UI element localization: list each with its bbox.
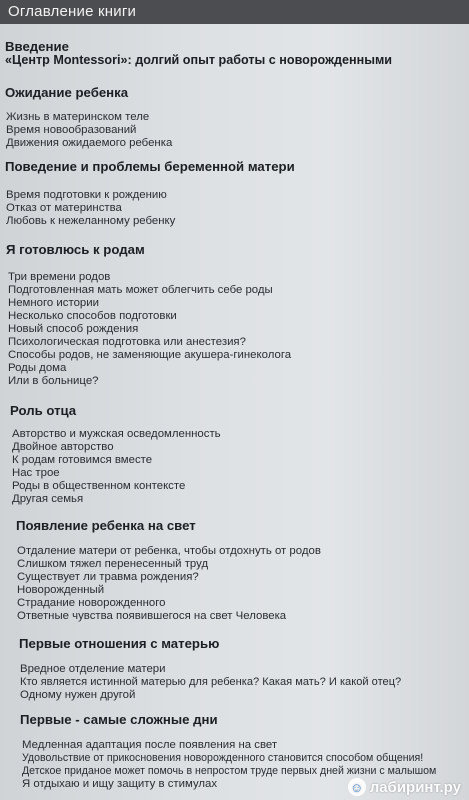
section-heading: Первые отношения с матерью (19, 636, 220, 651)
toc-item: Кто является истинной матерью для ребенка? Какая мать? И какой отец? (20, 676, 402, 688)
toc-item: Немного истории (8, 297, 99, 309)
watermark-text: лабиринт.ру (369, 778, 461, 796)
toc-item: Подготовленная мать может облегчить себе роды (8, 284, 273, 296)
toc-item: Существует ли травма рождения? (17, 571, 199, 583)
labirint-logo-icon: ☺ (348, 778, 366, 796)
toc-item: Роды в общественном контексте (12, 480, 186, 492)
toc-item: Психологическая подготовка или анестезия? (8, 336, 246, 348)
toc-item: Способы родов, не заменяющие акушера-гинеколога (8, 349, 292, 361)
toc-item: Авторство и мужская осведомленность (12, 428, 221, 440)
toc-item: Одному нужен другой (20, 689, 136, 701)
toc-item: Я отдыхаю и ищу защиту в стимулах (22, 778, 218, 790)
toc-item: Время подготовки к рождению (6, 189, 167, 201)
toc-item: Три времени родов (8, 271, 111, 283)
toc-item: Отказ от материнства (6, 202, 122, 214)
toc-item: Страдание новорожденного (17, 597, 166, 609)
header-bar (0, 0, 469, 24)
toc-item: Новый способ рождения (8, 323, 139, 335)
toc-item: Жизнь в материнском теле (6, 111, 150, 123)
section-heading: Роль отца (10, 403, 77, 418)
toc-item: Слишком тяжел перенесенный труд (17, 558, 209, 570)
toc-item: Двойное авторство (12, 441, 114, 453)
intro-heading: Введение (5, 39, 69, 54)
section-heading: Я готовлюсь к родам (6, 242, 145, 257)
toc-item: Детское приданое может помочь в непростом труде первых дней жизни с малышом (22, 765, 437, 777)
section-heading: Ожидание ребенка (5, 85, 129, 100)
toc-item: Нас трое (12, 467, 60, 479)
toc-item: Любовь к нежеланному ребенку (6, 215, 176, 227)
intro-subtitle: «Центр Montessori»: долгий опыт работы с новорожденными (5, 53, 393, 67)
toc-item: Ответные чувства появившегося на свет Человека (17, 610, 287, 622)
toc-item: Несколько способов подготовки (8, 310, 177, 322)
toc-item: К родам готовимся вместе (12, 454, 153, 466)
page-title: Оглавление книги (8, 3, 137, 20)
section-heading: Поведение и проблемы беременной матери (5, 159, 295, 174)
toc-item: Время новообразований (6, 124, 137, 136)
toc-item: Удовольствие от прикосновения новорожденного становится способом общения! (22, 752, 424, 764)
section-heading: Первые - самые сложные дни (20, 712, 218, 727)
section-heading: Появление ребенка на свет (16, 518, 196, 533)
toc-item: Отдаление матери от ребенка, чтобы отдохнуть от родов (17, 545, 321, 557)
labirint-watermark (348, 778, 461, 796)
toc-item: Роды дома (8, 362, 67, 374)
toc-item: Или в больнице? (8, 375, 99, 387)
toc-item: Другая семья (12, 493, 84, 505)
toc-item: Вредное отделение матери (20, 663, 166, 675)
toc-item: Медленная адаптация после появления на свет (22, 739, 278, 751)
toc-item: Новорожденный (17, 584, 105, 596)
toc-item: Движения ожидаемого ребенка (6, 137, 173, 149)
